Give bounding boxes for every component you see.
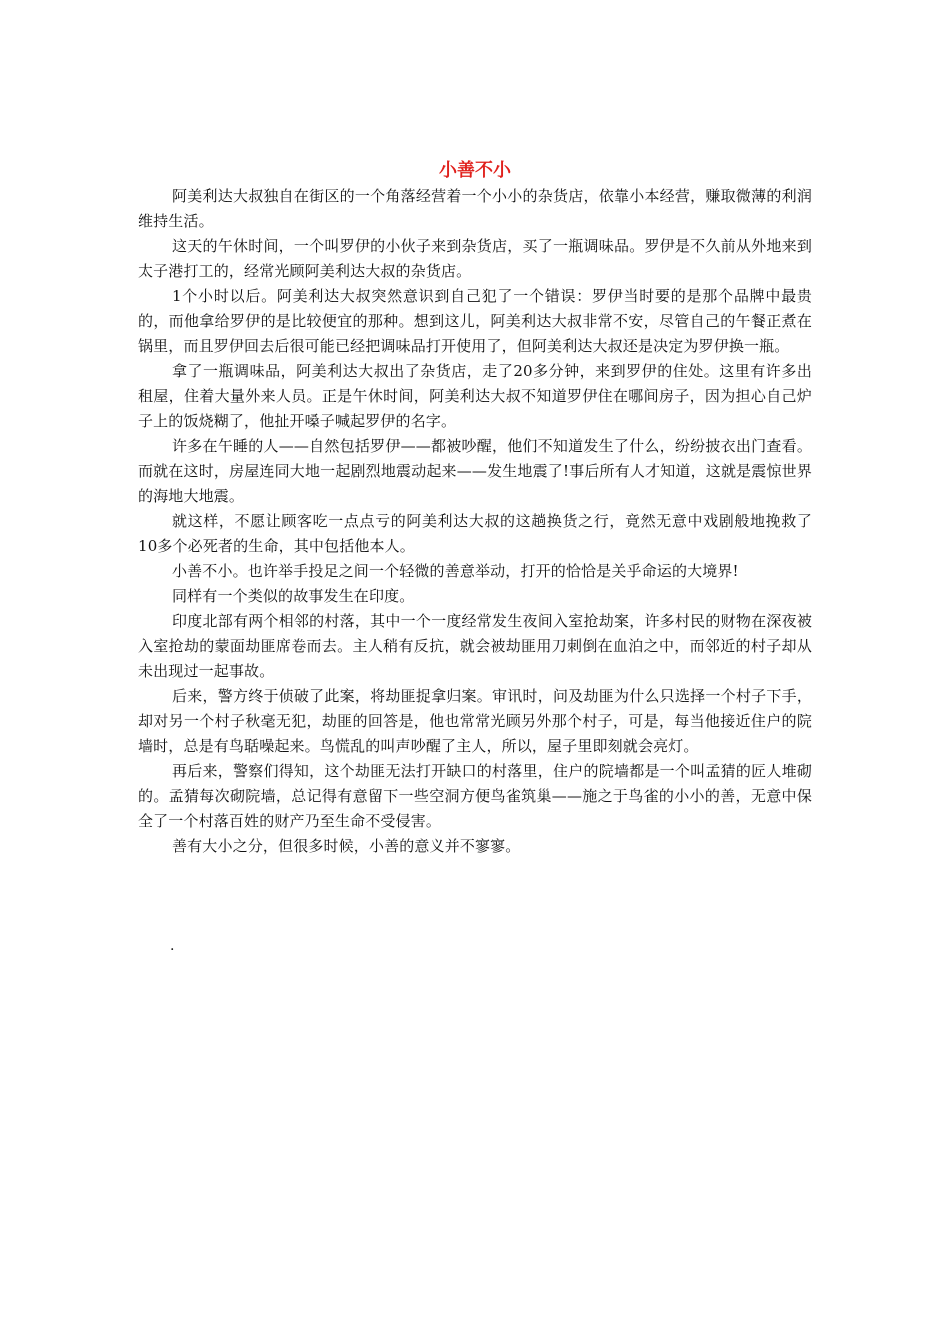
paragraph: 许多在午睡的人——自然包括罗伊——都被吵醒，他们不知道发生了什么，纷纷披衣出门查看。而就在这时，房屋连同大地一起剧烈地震动起来——发生地震了!事后所有人才知道，这就是震惊世界的海地大地震。 <box>138 437 812 505</box>
paragraph: 这天的午休时间，一个叫罗伊的小伙子来到杂货店，买了一瓶调味品。罗伊是不久前从外地来到太子港打工的，经常光顾阿美利达大叔的杂货店。 <box>138 237 812 280</box>
paragraph: 小善不小。也许举手投足之间一个轻微的善意举动，打开的恰恰是关乎命运的大境界! <box>172 562 739 580</box>
end-mark: . <box>170 938 175 954</box>
paragraph: 就这样，不愿让顾客吃一点点亏的阿美利达大叔的这趟换货之行，竟然无意中戏剧般地挽救了10多个必死者的生命，其中包括他本人。 <box>138 512 812 555</box>
paragraph: 印度北部有两个相邻的村落，其中一个一度经常发生夜间入室抢劫案，许多村民的财物在深夜被入室抢劫的蒙面劫匪席卷而去。主人稍有反抗，就会被劫匪用刀刺倒在血泊之中，而邻近的村子却从未出现过一起事故。 <box>138 612 812 680</box>
paragraph: 拿了一瓶调味品，阿美利达大叔出了杂货店，走了20多分钟，来到罗伊的住处。这里有许多出租屋，住着大量外来人员。正是午休时间，阿美利达大叔不知道罗伊住在哪间房子，因为担心自己炉子上的饭烧糊了，他扯开嗓子喊起罗伊的名字。 <box>138 362 812 430</box>
article-body <box>138 184 812 859</box>
paragraph: 善有大小之分，但很多时候，小善的意义并不寥寥。 <box>172 837 521 855</box>
paragraph: 后来，警方终于侦破了此案，将劫匪捉拿归案。审讯时，问及劫匪为什么只选择一个村子下手，却对另一个村子秋毫无犯，劫匪的回答是，他也常常光顾另外那个村子，可是，每当他接近住户的院墙时，总是有鸟聒噪起来。鸟慌乱的叫声吵醒了主人，所以，屋子里即刻就会亮灯。 <box>138 687 812 755</box>
paragraph: 再后来，警察们得知，这个劫匪无法打开缺口的村落里，住户的院墙都是一个叫孟猜的匠人堆砌的。孟猜每次砌院墙，总记得有意留下一些空洞方便鸟雀筑巢——施之于鸟雀的小小的善，无意中保全了一个村落百姓的财产乃至生命不受侵害。 <box>138 762 812 830</box>
paragraph: 1个小时以后。阿美利达大叔突然意识到自己犯了一个错误：罗伊当时要的是那个品牌中最贵的，而他拿给罗伊的是比较便宜的那种。想到这儿，阿美利达大叔非常不安，尽管自己的午餐正煮在锅里，而且罗伊回去后很可能已经把调味品打开使用了，但阿美利达大叔还是决定为罗伊换一瓶。 <box>138 287 812 355</box>
article-title: 小善不小 <box>439 160 511 181</box>
paragraph: 阿美利达大叔独自在街区的一个角落经营着一个小小的杂货店，依靠小本经营，赚取微薄的利润维持生活。 <box>138 187 812 230</box>
paragraph: 同样有一个类似的故事发生在印度。 <box>172 587 415 605</box>
